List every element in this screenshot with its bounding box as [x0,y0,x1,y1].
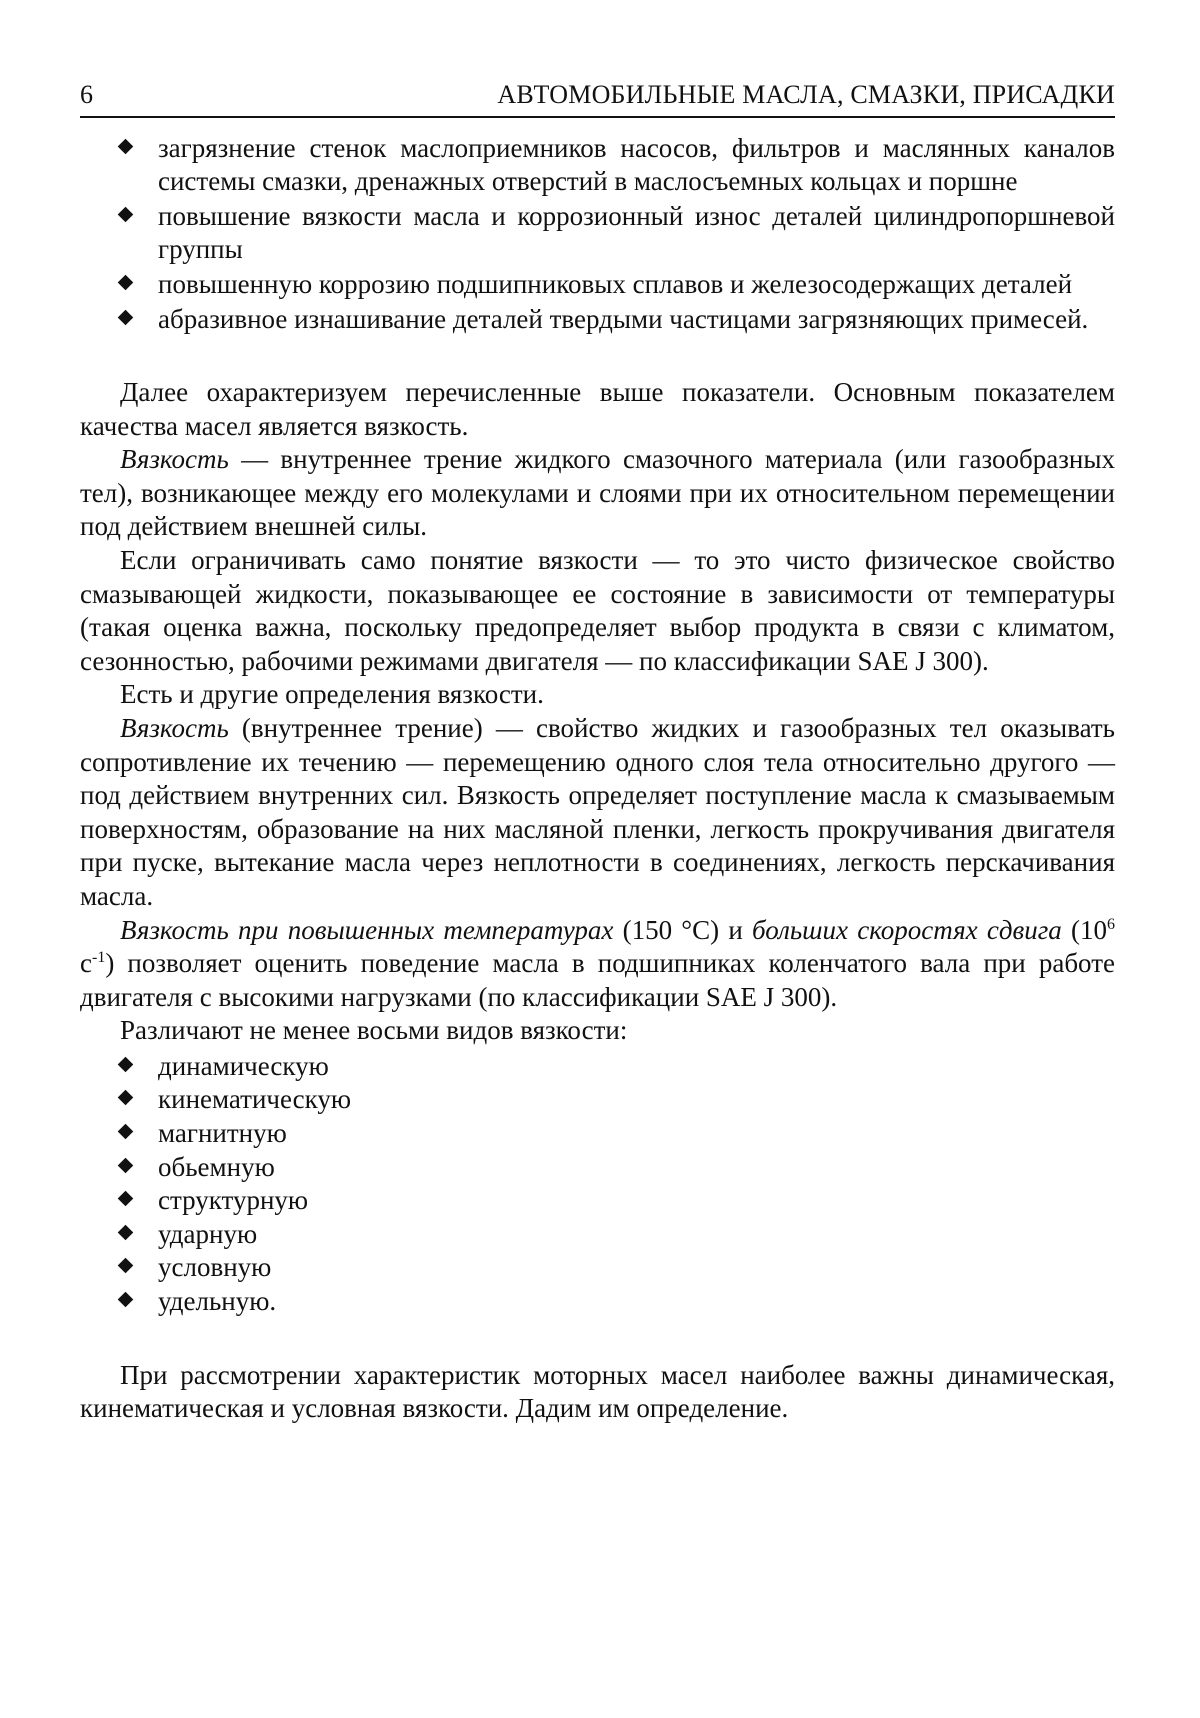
bullet-diamond-icon [118,1090,134,1106]
bullet-diamond-icon [118,1124,134,1140]
bullet-diamond-icon [118,139,134,155]
list-item: удельную. [80,1285,1115,1319]
bullet-diamond-icon [118,310,134,326]
list-item: кинематическую [80,1083,1115,1117]
bullet-diamond-icon [118,1292,134,1308]
page-header [80,78,1115,118]
paragraph-viscosity-types-intro: Различают не менее восьми видов вязкости: [120,1015,628,1046]
term-viscosity: Вязкость [120,712,229,743]
term-viscosity: Вязкость [120,444,229,475]
paragraph-other-definitions: Есть и другие определения вязкости. [120,679,544,710]
list-item: повышенную коррозию подшипниковых сплавов и железосодержащих деталей [80,268,1115,301]
bullet-diamond-icon [118,275,134,291]
bullet-diamond-icon [118,207,134,223]
paragraph-high-temp-viscosity: Вязкость при повышенных температурах (150 °С) и больших скоростях сдвига ($10^6$ $с^{-1}$) позволяет оценить поведение масла в подшипниках коленчатого вала при работе двигателя с высокими нагрузками (по классификации SAE J 300). [80,914,1115,1012]
paragraph-viscosity-definition-2: Вязкость (внутреннее трение) — свойство жидких и газообразных тел оказывать сопротивление их течению — перемещению одного слоя тела относительно другого — под действием внутренних сил. Вязкость определяет поступление масла к смазываемым поверхностям, образование на них масляной пленки, легкость прокручивания двигателя при пуске, вытекание масла через неплотности в соединениях, легкость перскачивания масла. [80,712,1115,911]
exponent: 6 [1107,915,1115,933]
list-item: загрязнение стенок маслоприемников насосов, фильтров и маслянных каналов системы смазки, дренажных отверстий в маслосъемных кольцах и поршне [80,132,1115,198]
running-title: АВТОМОБИЛЬНЫЕ МАСЛА, СМАЗКИ, ПРИСАДКИ [497,80,1115,109]
list-item: обьемную [80,1151,1115,1185]
list-item: абразивное изнашивание деталей твердыми частицами загрязняющих примесей. [80,303,1115,336]
exponent: -1 [91,949,106,967]
bullet-diamond-icon [118,1258,134,1274]
book-page [80,78,1115,1426]
list-item: магнитную [80,1117,1115,1151]
bullet-diamond-icon [118,1057,134,1073]
paragraph-physical-property: Если ограничивать само понятие вязкости — то это чисто физическое свойство смазывающей жидкости, показывающее ее состояние в зависимости от температуры (такая оценка важна, поскольку предопределяет выбор продукта в связи с климатом, сезонностью, рабочими режимами двигателя — по классификации SAE J 300). [80,544,1115,676]
list-item: повышение вязкости масла и коррозионный износ деталей цилиндропоршневой группы [80,200,1115,266]
list-item: ударную [80,1218,1115,1252]
paragraph-intro: Далее охарактеризуем перечисленные выше показатели. Основным показателем качества масел является вязкость. [80,377,1115,441]
term-high-temp-viscosity: Вязкость при повышенных температурах [120,914,614,945]
list-item: структурную [80,1184,1115,1218]
list-item: условную [80,1251,1115,1285]
bullet-diamond-icon [118,1191,134,1207]
bullet-diamond-icon [118,1157,134,1173]
paragraph-viscosity-definition-1: Вязкость — внутреннее трение жидкого смазочного материала (или газообразных тел), возникающее между его молекулами и слоями при их относительном перемещении под действием внешней силы. [80,444,1115,542]
bullet-diamond-icon [118,1225,134,1241]
term-high-shear-rate: больших скоростях сдвига [752,914,1062,945]
paragraph-conclusion: При рассмотрении характеристик моторных масел наиболее важны динамическая, кинематическая и условная вязкости. Дадим им определение. [80,1359,1115,1424]
page-number: 6 [80,80,93,109]
list-item: динамическую [80,1050,1115,1084]
viscosity-types-list [80,1050,1115,1319]
contamination-effects-list [80,132,1115,336]
